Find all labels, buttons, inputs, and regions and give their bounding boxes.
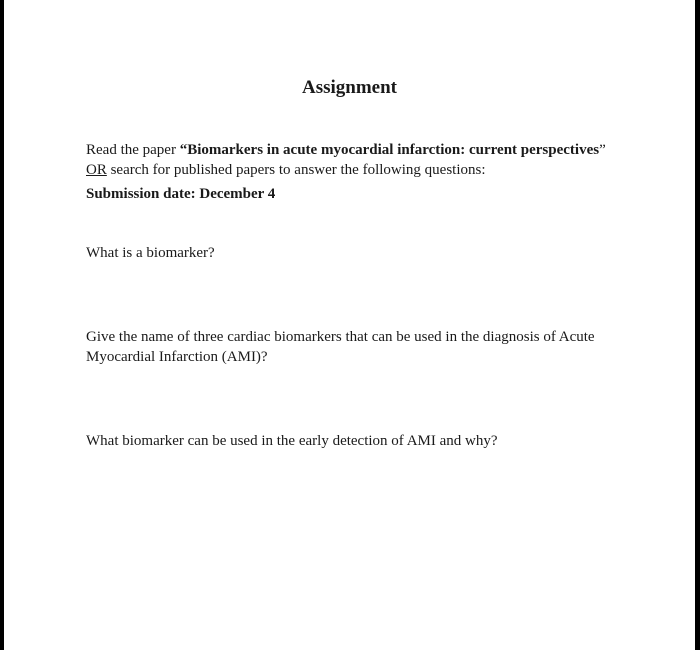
or-word: OR bbox=[86, 162, 107, 178]
intro-paragraph bbox=[86, 140, 646, 180]
paper-title-text: Biomarkers in acute myocardial infarction: current perspectives bbox=[187, 142, 600, 158]
intro-rest: search for published papers to answer the following questions: bbox=[106, 162, 486, 178]
paper-title-close-quote: ” bbox=[599, 142, 606, 158]
document-title: Assignment bbox=[301, 77, 397, 98]
paper-title bbox=[180, 142, 599, 158]
question-1: What is a biomarker? bbox=[86, 245, 215, 261]
paper-title-open-quote: “ bbox=[179, 142, 188, 158]
intro-read-prefix: Read the paper bbox=[86, 142, 180, 158]
document-page bbox=[4, 0, 695, 650]
question-3: What biomarker can be used in the early detection of AMI and why? bbox=[86, 433, 498, 449]
submission-date: Submission date: December 4 bbox=[86, 186, 276, 202]
question-2: Give the name of three cardiac biomarkers that can be used in the diagnosis of Acute Myocardial Infarction (AMI)? bbox=[86, 329, 595, 365]
